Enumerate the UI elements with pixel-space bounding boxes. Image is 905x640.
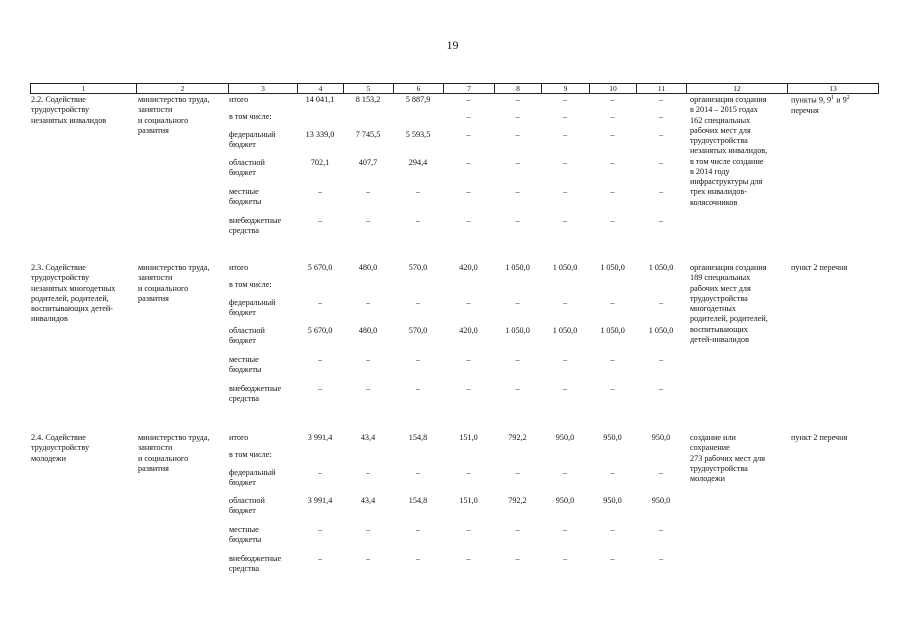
value-cell: – <box>317 525 323 534</box>
row-label: итого <box>229 433 249 442</box>
header-col-5: 5 <box>343 84 393 93</box>
value-cell: – <box>466 355 471 364</box>
value-cell: – <box>562 95 568 104</box>
value-cell: – <box>658 95 664 104</box>
value-cell: – <box>515 112 520 121</box>
value-cell: – <box>515 158 520 167</box>
executor: министерство труда, занятости и социального развития <box>138 433 210 473</box>
value-cell: – <box>610 216 615 225</box>
table-header <box>30 83 879 94</box>
row-label: областной бюджет <box>229 326 265 346</box>
value-cell: – <box>610 298 615 307</box>
header-col-6: 6 <box>393 84 443 93</box>
header-col-2: 2 <box>136 84 228 93</box>
value-cell: – <box>515 130 520 139</box>
value-cell: 154,8 <box>408 496 428 505</box>
value-cell: – <box>658 355 664 364</box>
value-cell: – <box>515 95 520 104</box>
row-label: внебюджетные средства <box>229 216 282 236</box>
value-cell: – <box>658 158 664 167</box>
value-cell: – <box>610 468 615 477</box>
row-label: местные бюджеты <box>229 187 262 207</box>
value-cell: 1 050,0 <box>600 326 625 335</box>
row-label: итого <box>229 95 249 104</box>
value-cell: – <box>466 158 471 167</box>
value-cell: – <box>610 130 615 139</box>
value-cell: – <box>562 130 568 139</box>
program-reference: пункт 2 перечня <box>791 263 848 272</box>
value-cell: – <box>317 298 323 307</box>
value-cell: 3 991,4 <box>307 496 333 505</box>
value-cell: – <box>562 158 568 167</box>
value-cell: – <box>658 525 664 534</box>
row-label: в том числе: <box>229 280 272 289</box>
result-description: организация создания в 2014 – 2015 годах 162 специальных рабочих мест для трудоустройства незанятых инвалидов, в том числе создание в 2014 году инфраструктуры для трех инвалидов- колясочников <box>690 95 768 207</box>
row-label: внебюджетные средства <box>229 554 282 574</box>
measure-name: 2.4. Содействие трудоустройству молодежи <box>31 433 90 463</box>
value-cell: – <box>610 525 615 534</box>
value-cell: 1 050,0 <box>505 263 530 272</box>
value-cell: 950,0 <box>651 433 671 442</box>
header-col-8: 8 <box>494 84 541 93</box>
value-cell: 570,0 <box>408 263 428 272</box>
value-cell: – <box>365 525 371 534</box>
value-cell: – <box>415 554 421 563</box>
value-cell: – <box>415 468 421 477</box>
value-cell: 420,0 <box>459 326 478 335</box>
value-cell: 420,0 <box>459 263 478 272</box>
value-cell: 13 339,0 <box>305 130 335 139</box>
program-reference: пункт 2 перечня <box>791 433 848 442</box>
value-cell: – <box>658 468 664 477</box>
value-cell: – <box>658 554 664 563</box>
row-label: областной бюджет <box>229 496 265 516</box>
value-cell: 14 041,1 <box>305 95 335 104</box>
value-cell: – <box>610 112 615 121</box>
value-cell: – <box>562 468 568 477</box>
value-cell: – <box>562 554 568 563</box>
value-cell: – <box>610 158 615 167</box>
value-cell: – <box>365 384 371 393</box>
value-cell: – <box>466 554 471 563</box>
value-cell: 792,2 <box>508 496 527 505</box>
value-cell: – <box>610 554 615 563</box>
value-cell: 950,0 <box>603 496 622 505</box>
header-col-11: 11 <box>636 84 686 93</box>
value-cell: – <box>562 525 568 534</box>
value-cell: – <box>515 187 520 196</box>
value-cell: – <box>658 384 664 393</box>
header-col-9: 9 <box>541 84 589 93</box>
value-cell: – <box>562 187 568 196</box>
page-number: 19 <box>446 38 459 52</box>
row-label: местные бюджеты <box>229 525 262 545</box>
value-cell: – <box>415 525 421 534</box>
row-label: местные бюджеты <box>229 355 262 375</box>
value-cell: – <box>317 216 323 225</box>
value-cell: – <box>317 554 323 563</box>
row-label: федеральный бюджет <box>229 130 276 150</box>
value-cell: 5 670,0 <box>307 326 333 335</box>
value-cell: – <box>365 187 371 196</box>
value-cell: – <box>317 355 323 364</box>
value-cell: 1 050,0 <box>552 326 578 335</box>
value-cell: – <box>515 298 520 307</box>
header-col-7: 7 <box>443 84 494 93</box>
value-cell: – <box>415 384 421 393</box>
value-cell: – <box>515 355 520 364</box>
value-cell: – <box>317 187 323 196</box>
result-description: организация создания 189 специальных рабочих мест для трудоустройства многодетных родителей, родителей, воспитывающих детей-инвалидов <box>690 263 768 344</box>
value-cell: 154,8 <box>408 433 428 442</box>
value-cell: – <box>466 298 471 307</box>
value-cell: – <box>515 216 520 225</box>
header-col-4: 4 <box>297 84 343 93</box>
value-cell: 570,0 <box>408 326 428 335</box>
value-cell: 43,4 <box>360 433 376 442</box>
value-cell: – <box>317 468 323 477</box>
row-label: федеральный бюджет <box>229 298 276 318</box>
row-label: в том числе: <box>229 112 272 121</box>
executor: министерство труда, занятости и социального развития <box>138 263 210 303</box>
value-cell: – <box>515 554 520 563</box>
value-cell: – <box>515 468 520 477</box>
value-cell: – <box>466 468 471 477</box>
value-cell: 950,0 <box>555 496 575 505</box>
value-cell: – <box>610 384 615 393</box>
value-cell: – <box>365 216 371 225</box>
value-cell: 8 153,2 <box>355 95 381 104</box>
value-cell: – <box>562 384 568 393</box>
value-cell: – <box>658 187 664 196</box>
value-cell: 792,2 <box>508 433 527 442</box>
value-cell: 3 991,4 <box>307 433 333 442</box>
measure-name: 2.2. Содействие трудоустройству незанятых инвалидов <box>31 95 107 125</box>
row-label: итого <box>229 263 249 272</box>
value-cell: – <box>415 355 421 364</box>
value-cell: 480,0 <box>358 326 378 335</box>
value-cell: – <box>466 130 471 139</box>
value-cell: 950,0 <box>651 496 671 505</box>
value-cell: – <box>610 95 615 104</box>
result-description: создание или сохранение 273 рабочих мест для трудоустройства молодежи <box>690 433 766 483</box>
value-cell: – <box>515 525 520 534</box>
value-cell: 151,0 <box>459 496 478 505</box>
value-cell: – <box>466 187 471 196</box>
value-cell: 950,0 <box>603 433 622 442</box>
value-cell: – <box>365 554 371 563</box>
value-cell: 1 050,0 <box>505 326 530 335</box>
value-cell: 5 670,0 <box>307 263 333 272</box>
value-cell: 1 050,0 <box>600 263 625 272</box>
value-cell: 407,7 <box>358 158 378 167</box>
value-cell: – <box>466 384 471 393</box>
value-cell: 7 745,5 <box>355 130 381 139</box>
value-cell: 950,0 <box>555 433 575 442</box>
value-cell: 1 050,0 <box>648 263 674 272</box>
value-cell: 5 887,9 <box>405 95 431 104</box>
value-cell: 1 050,0 <box>648 326 674 335</box>
row-label: внебюджетные средства <box>229 384 282 404</box>
row-label: областной бюджет <box>229 158 265 178</box>
value-cell: – <box>658 130 664 139</box>
measure-name: 2.3. Содействие трудоустройству незанятых многодетных родителей, родителей, воспитывающих детей- инвалидов <box>31 263 116 324</box>
value-cell: 5 593,5 <box>405 130 431 139</box>
header-col-3: 3 <box>228 84 297 93</box>
value-cell: – <box>658 112 664 121</box>
value-cell: – <box>562 216 568 225</box>
value-cell: – <box>466 95 471 104</box>
value-cell: – <box>658 216 664 225</box>
value-cell: 1 050,0 <box>552 263 578 272</box>
header-col-12: 12 <box>686 84 787 93</box>
value-cell: – <box>365 355 371 364</box>
value-cell: 151,0 <box>459 433 478 442</box>
value-cell: 480,0 <box>358 263 378 272</box>
value-cell: 702,1 <box>310 158 330 167</box>
value-cell: 294,4 <box>408 158 428 167</box>
value-cell: – <box>466 525 471 534</box>
value-cell: – <box>658 298 664 307</box>
value-cell: – <box>415 216 421 225</box>
value-cell: – <box>562 355 568 364</box>
value-cell: – <box>610 187 615 196</box>
value-cell: – <box>515 384 520 393</box>
value-cell: – <box>466 112 471 121</box>
row-label: федеральный бюджет <box>229 468 276 488</box>
program-reference: пункты 9, $9^1$ и $9^2$ перечня <box>791 95 850 115</box>
value-cell: – <box>365 468 371 477</box>
value-cell: – <box>562 298 568 307</box>
header-col-13: 13 <box>787 84 879 93</box>
value-cell: – <box>562 112 568 121</box>
value-cell: – <box>317 384 323 393</box>
value-cell: – <box>415 298 421 307</box>
value-cell: – <box>365 298 371 307</box>
header-col-1: 1 <box>30 84 136 93</box>
value-cell: 43,4 <box>360 496 376 505</box>
value-cell: – <box>610 355 615 364</box>
row-label: в том числе: <box>229 450 272 459</box>
header-col-10: 10 <box>589 84 636 93</box>
value-cell: – <box>415 187 421 196</box>
executor: министерство труда, занятости и социального развития <box>138 95 210 135</box>
value-cell: – <box>466 216 471 225</box>
